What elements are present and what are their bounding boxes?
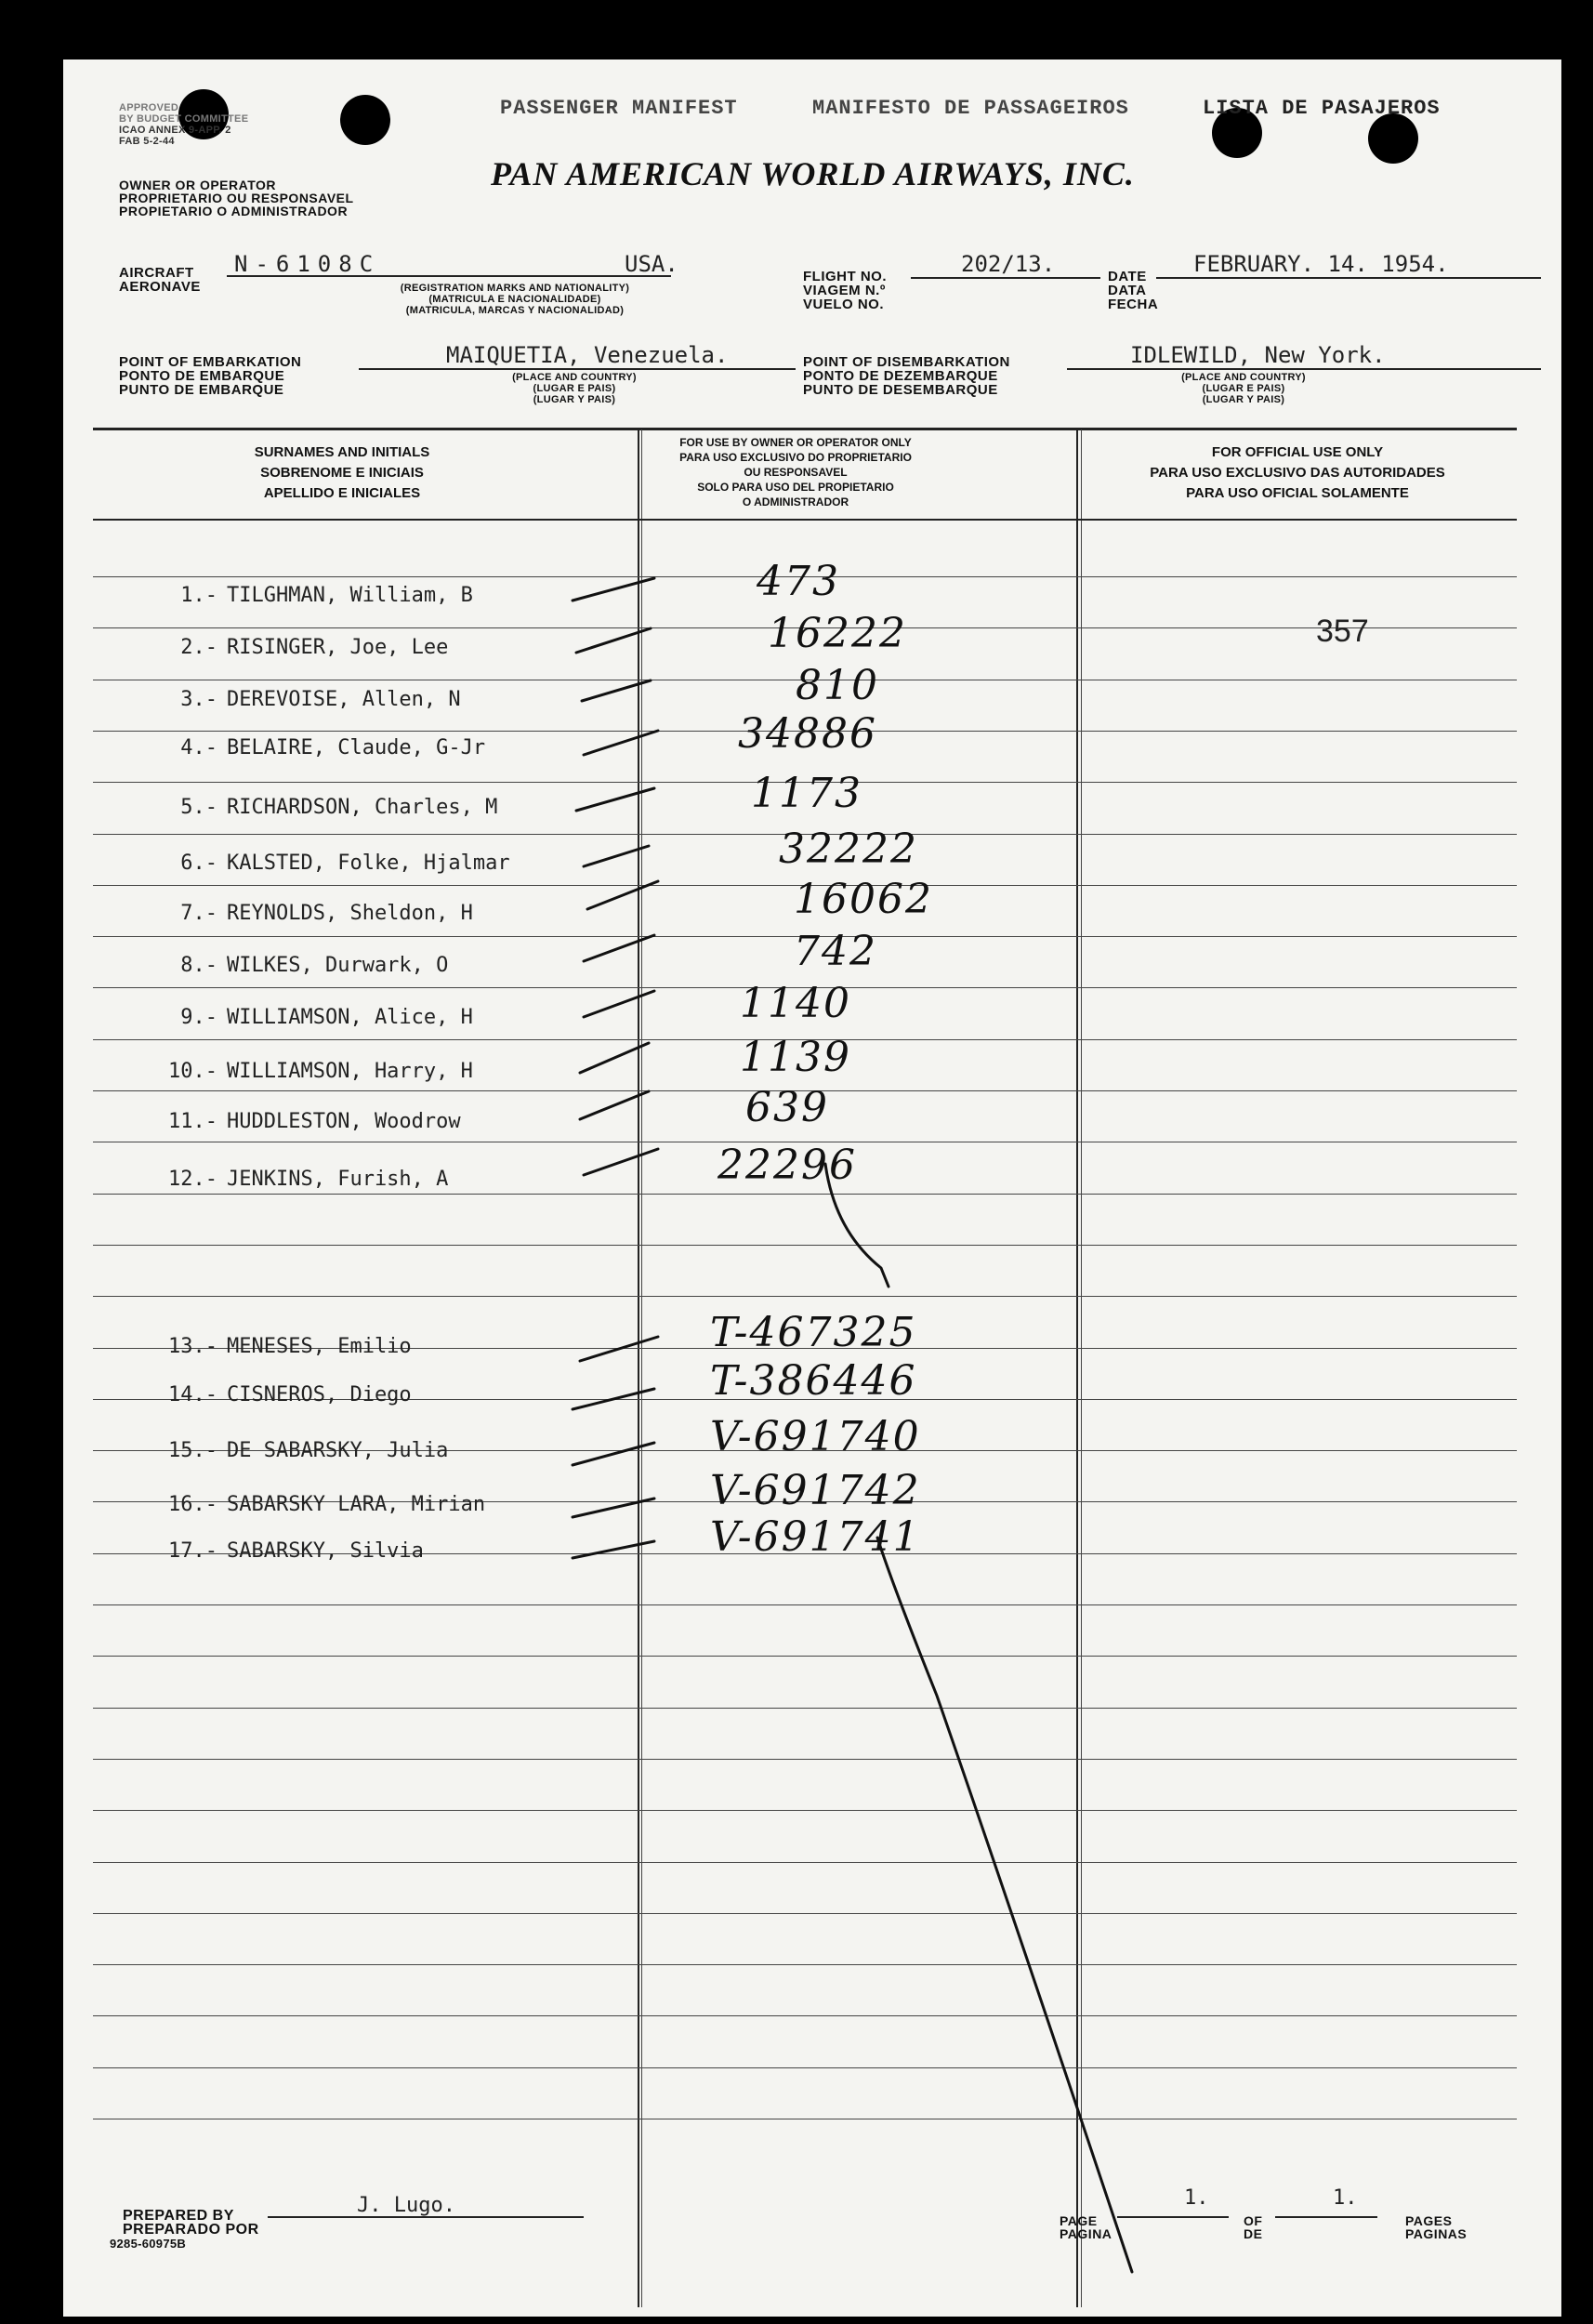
column-header-line: PARA USO OFICIAL SOLAMENTE [1186,485,1409,501]
passenger-number: 14.- [168,1383,217,1406]
owner-label-line: OWNER OR OPERATOR [119,178,276,192]
passenger-number: 1.- [180,584,217,607]
of-label-line: OF [1244,2213,1263,2228]
date-label-line: FECHA [1108,297,1159,312]
passenger-reference-number: 16222 [768,610,907,657]
passenger-number: 15.- [168,1439,217,1462]
approval-line: FAB 5-2-44 [119,136,175,147]
disembark-value: IDLEWILD, New York. [1130,342,1386,368]
passenger-reference-number: T-386446 [710,1357,917,1405]
passenger-number: 10.- [168,1060,217,1083]
passenger-reference-number: T-467325 [710,1309,917,1356]
title-manifesto: MANIFESTO DE PASSAGEIROS [812,97,1129,120]
prepared-label-line: PREPARED BY [123,2208,234,2224]
title-lista: LISTA DE PASAJEROS [1203,97,1441,120]
registration-note-line: (MATRICULA, MARCAS Y NACIONALIDAD) [405,305,625,316]
flight-value: 202/13. [961,251,1056,277]
passenger-number: 13.- [168,1335,217,1358]
check-mark [576,788,654,811]
page-line [1117,2216,1229,2218]
passenger-number: 2.- [180,636,217,659]
of-value: 1. [1333,2186,1358,2210]
passenger-reference-number: 742 [794,928,877,975]
passenger-reference-number: V-691742 [710,1467,921,1514]
passenger-name: WILLIAMSON, Harry, H [227,1060,473,1083]
place-note-line: (LUGAR E PAIS) [1202,383,1285,394]
prepared-label-line: PREPARADO POR [123,2222,259,2238]
passenger-number: 11.- [168,1110,217,1133]
form-code: 9285-60975B [110,2237,187,2251]
passenger-name: CISNEROS, Diego [227,1383,412,1406]
bracket-stroke [825,1164,889,1287]
check-mark [584,1149,658,1175]
registration-note-line: (REGISTRATION MARKS AND NATIONALITY) [400,283,630,294]
embark-label-line: PONTO DE EMBARQUE [119,368,285,384]
column-header-line: OU RESPONSAVEL [744,466,848,479]
column-header-line: PARA USO EXCLUSIVO DAS AUTORIDADES [1150,465,1445,481]
passenger-reference-number: 22296 [718,1142,857,1189]
date-label-line: DATE [1108,269,1147,284]
approval-line: APPROVED [119,102,179,113]
manifest-sheet [63,59,1561,2317]
aircraft-label-line: AERONAVE [119,279,201,295]
of-line [1275,2216,1377,2218]
passenger-number: 16.- [168,1493,217,1516]
passenger-reference-number: V-691740 [710,1413,921,1460]
passenger-reference-number: 32222 [779,825,918,873]
embark-label-line: PUNTO DE EMBARQUE [119,382,284,398]
passenger-number: 17.- [168,1539,217,1563]
passenger-number: 12.- [168,1168,217,1191]
owner-label-line: PROPRIETARIO OU RESPONSAVEL [119,191,354,205]
check-mark [573,1499,654,1517]
flight-label-line: VUELO NO. [803,297,885,312]
date-value: FEBRUARY. 14. 1954. [1193,251,1449,277]
passenger-number: 4.- [180,736,217,759]
passenger-name: REYNOLDS, Sheldon, H [227,902,473,925]
check-mark [580,1043,649,1073]
passenger-name: DEREVOISE, Allen, N [227,688,461,711]
passenger-reference-number: V-691741 [710,1513,921,1561]
pages-label [1405,2214,1467,2240]
page-label-line: PAGINA [1060,2226,1112,2241]
passenger-number: 7.- [180,902,217,925]
check-mark [573,578,654,601]
passenger-name: SABARSKY LARA, Mirian [227,1493,486,1516]
passenger-number: 9.- [180,1006,217,1029]
check-mark [584,731,658,755]
disembark-label-line: POINT OF DISEMBARKATION [803,354,1010,370]
airline-name: PAN AMERICAN WORLD AIRWAYS, INC. [491,155,1135,192]
passenger-name: BELAIRE, Claude, G-Jr [227,736,486,759]
check-mark [576,628,651,653]
passenger-name: RICHARDSON, Charles, M [227,796,498,819]
check-mark [584,846,649,866]
aircraft-value: N-6108C [234,251,381,277]
check-mark [573,1541,654,1558]
column-header-line: FOR OFFICIAL USE ONLY [1211,444,1384,460]
page-label-line: PAGE [1060,2213,1098,2228]
embark-label-line: POINT OF EMBARKATION [119,354,302,370]
passenger-name: DE SABARSKY, Julia [227,1439,449,1462]
page-label [1060,2214,1112,2240]
handwritten-marks [63,59,1561,2317]
passenger-name: WILLIAMSON, Alice, H [227,1006,473,1029]
passenger-number: 6.- [180,852,217,875]
check-mark [573,1389,654,1409]
passenger-name: SABARSKY, Silvia [227,1539,424,1563]
column-header-line: SOLO PARA USO DEL PROPIETARIO [697,481,894,494]
column-header-line: APELLIDO E INICIALES [263,485,421,501]
passenger-name: JENKINS, Furish, A [227,1168,449,1191]
passenger-name: MENESES, Emilio [227,1335,412,1358]
passenger-number: 8.- [180,954,217,977]
disembark-label-line: PUNTO DE DESEMBARQUE [803,382,998,398]
place-note-line: (LUGAR Y PAIS) [533,394,616,405]
disembark-label-line: PONTO DE DEZEMBARQUE [803,368,998,384]
passenger-reference-number: 1140 [740,980,851,1027]
title-passenger-manifest: PASSENGER MANIFEST [500,97,738,120]
of-label [1244,2214,1262,2240]
registration-note-line: (MATRICULA E NACIONALIDADE) [428,294,601,305]
prepared-value: J. Lugo. [357,2194,455,2217]
place-note-line: (PLACE AND COUNTRY) [512,372,637,383]
page-value: 1. [1184,2186,1209,2210]
passenger-name: KALSTED, Folke, Hjalmar [227,852,510,875]
place-note-line: (LUGAR Y PAIS) [1202,394,1285,405]
aircraft-label-line: AIRCRAFT [119,265,194,281]
check-mark [587,881,658,909]
passenger-number: 5.- [180,796,217,819]
passenger-name: TILGHMAN, William, B [227,584,473,607]
approval-line: BY BUDGET COMMITTEE [119,113,249,125]
column-header-line: O ADMINISTRADOR [742,495,849,508]
passenger-name: HUDDLESTON, Woodrow [227,1110,461,1133]
column-header-line: SOBRENOME E INICIAIS [260,465,424,481]
check-mark [580,1091,649,1119]
passenger-reference-number: 1139 [740,1034,851,1081]
column-header-line: FOR USE BY OWNER OR OPERATOR ONLY [679,436,912,449]
date-label-line: DATA [1108,283,1147,298]
passenger-reference-number: 639 [745,1084,829,1131]
check-mark [573,1443,654,1465]
approval-line: ICAO ANNEX 9-APP. 2 [119,125,231,136]
passenger-reference-number: 810 [796,662,879,709]
passenger-reference-number: 16062 [794,876,933,923]
nationality-value: USA. [625,251,678,277]
prepared-label [123,2209,259,2237]
bracket-stroke [877,1538,1132,2272]
check-mark [584,991,654,1017]
passenger-reference-number: 1173 [751,770,862,817]
flight-label-line: VIAGEM N.º [803,283,886,298]
place-note-line: (LUGAR E PAIS) [533,383,616,394]
embark-value: MAIQUETIA, Venezuela. [446,342,729,368]
passenger-name: WILKES, Durwark, O [227,954,449,977]
passenger-reference-number: 473 [757,558,840,605]
check-mark [580,1337,658,1361]
column-header-line: PARA USO EXCLUSIVO DO PROPRIETARIO [679,451,912,464]
flight-label-line: FLIGHT NO. [803,269,887,284]
passenger-number: 3.- [180,688,217,711]
passenger-name: RISINGER, Joe, Lee [227,636,449,659]
pages-label-line: PAGES [1405,2213,1453,2228]
official-note: 357 [1316,614,1369,649]
place-note-line: (PLACE AND COUNTRY) [1181,372,1306,383]
of-label-line: DE [1244,2226,1263,2241]
owner-label-line: PROPIETARIO O ADMINISTRADOR [119,204,349,218]
check-mark [582,680,651,701]
pages-label-line: PAGINAS [1405,2226,1468,2241]
check-mark [584,935,654,961]
column-header-line: SURNAMES AND INITIALS [254,444,430,460]
passenger-reference-number: 34886 [738,710,877,758]
